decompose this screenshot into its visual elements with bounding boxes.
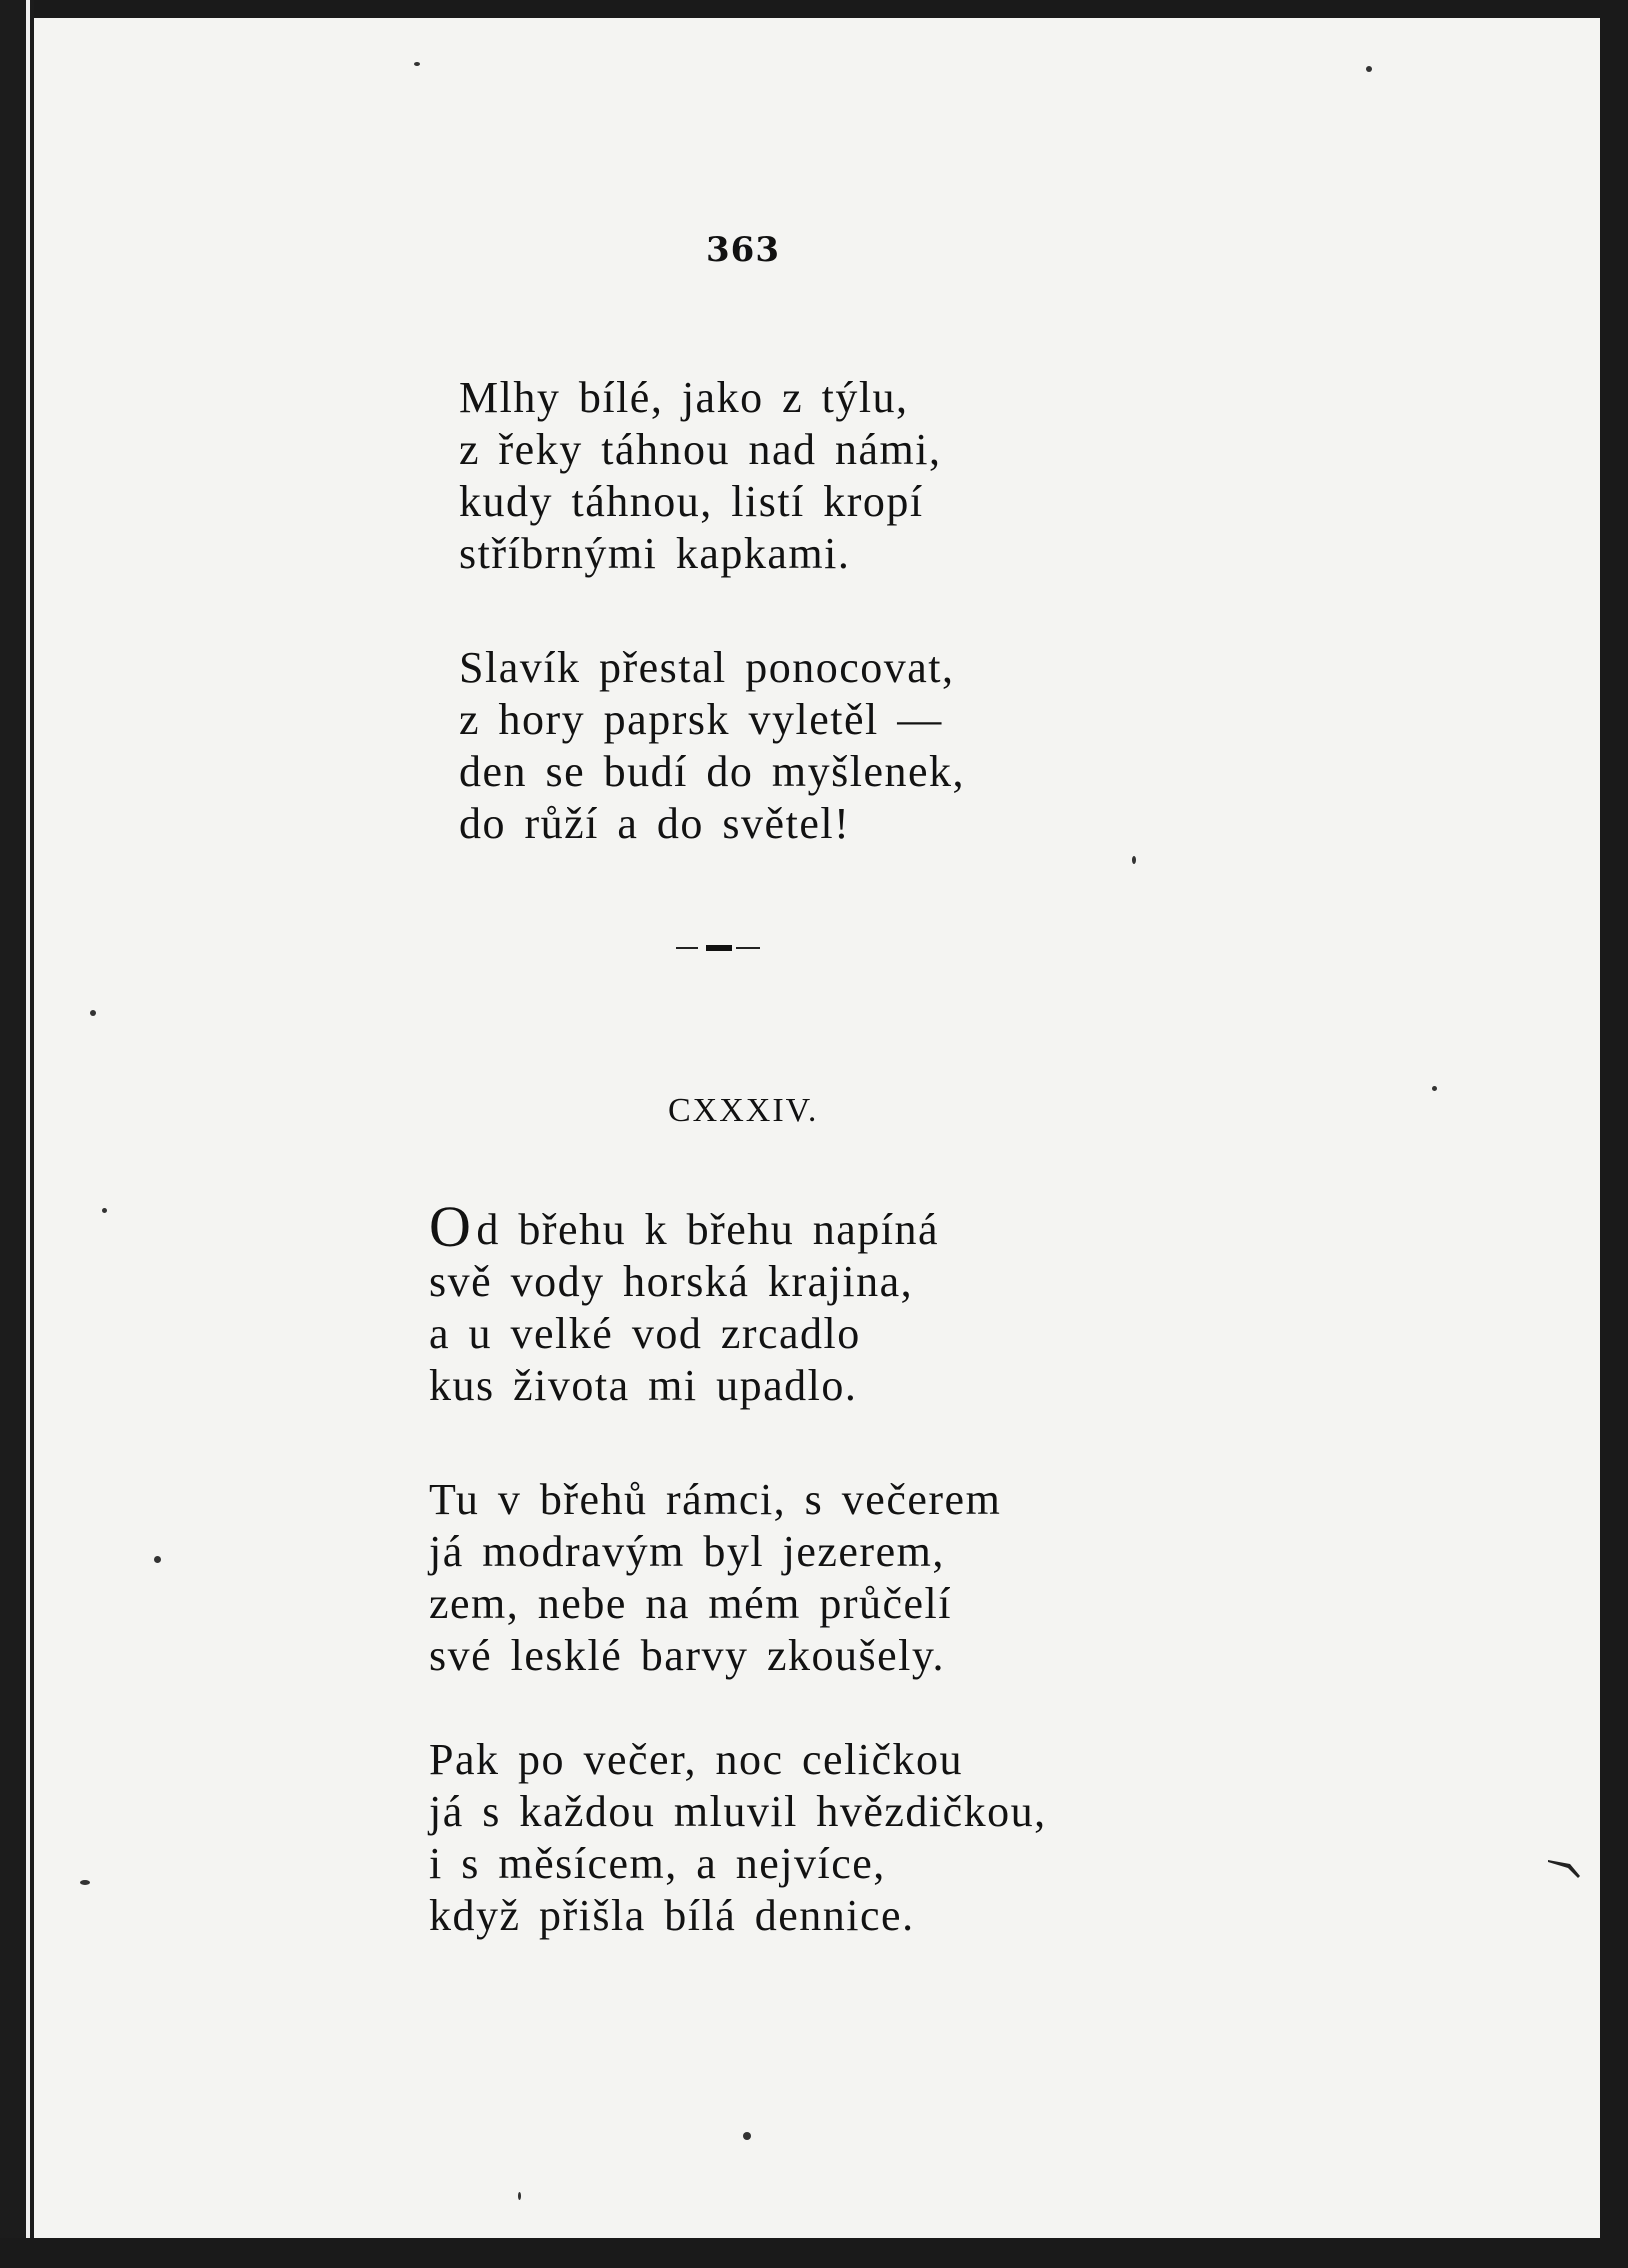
drop-cap: O <box>429 1194 473 1259</box>
stanza-4 <box>429 1474 1001 1682</box>
scan-speck <box>1366 66 1372 72</box>
verse-line: z řeky táhnou nad námi, <box>459 425 942 474</box>
scan-speck <box>1432 1086 1437 1091</box>
scan-speck <box>743 2132 751 2140</box>
verse-line: já s každou mluvil hvězdičkou, <box>429 1787 1047 1836</box>
verse-line: Mlhy bílé, jako z týlu, <box>459 373 909 422</box>
verse-line: den se budí do myšlenek, <box>459 747 966 796</box>
scan-bottom-edge <box>0 2238 1628 2268</box>
scan-speck <box>90 1010 96 1016</box>
verse-line: do růží a do světel! <box>459 799 851 848</box>
scan-speck <box>1132 856 1136 864</box>
verse-line: i s měsícem, a nejvíce, <box>429 1839 886 1888</box>
stanza-3 <box>429 1194 940 1412</box>
verse-line: Pak po večer, noc celičkou <box>429 1735 964 1784</box>
scan-speck <box>518 2192 521 2200</box>
verse-line: zem, nebe na mém průčelí <box>429 1579 953 1628</box>
scan-speck <box>414 62 420 66</box>
ornamental-rule-icon <box>676 944 760 952</box>
verse-line: a u velké vod zrcadlo <box>429 1309 861 1358</box>
stanza-5 <box>429 1734 1047 1942</box>
rule-segment-center <box>706 945 732 951</box>
verse-line: svě vody horská krajina, <box>429 1257 914 1306</box>
verse-line: když přišla bílá dennice. <box>429 1891 915 1940</box>
rule-segment-left <box>676 947 698 949</box>
scan-left-strip <box>26 0 30 2268</box>
verse-line: Slavík přestal ponocovat, <box>459 643 955 692</box>
stanza-2 <box>459 642 965 850</box>
verse-line: kudy táhnou, listí kropí <box>459 477 924 526</box>
stanza-1 <box>459 372 941 580</box>
poem-number-heading: CXXXIV. <box>668 1092 819 1129</box>
scan-edge-mark <box>1548 1856 1580 1878</box>
verse-line: já modravým byl jezerem, <box>429 1527 945 1576</box>
scan-left-edge <box>0 0 34 2268</box>
verse-line: své lesklé barvy zkoušely. <box>429 1631 946 1680</box>
verse-line: kus života mi upadlo. <box>429 1361 858 1410</box>
scan-speck <box>80 1880 90 1885</box>
verse-line: z hory paprsk vyletěl — <box>459 695 943 744</box>
scan-speck <box>154 1556 161 1563</box>
page-number: 363 <box>706 230 780 270</box>
scan-speck <box>102 1208 107 1213</box>
verse-line-first <box>429 1194 940 1259</box>
first-line-text: d břehu k břehu napíná <box>476 1205 940 1254</box>
verse-line: Tu v břehů rámci, s večerem <box>429 1475 1002 1524</box>
rule-segment-right <box>736 947 760 949</box>
verse-line: stříbrnými kapkami. <box>459 529 851 578</box>
